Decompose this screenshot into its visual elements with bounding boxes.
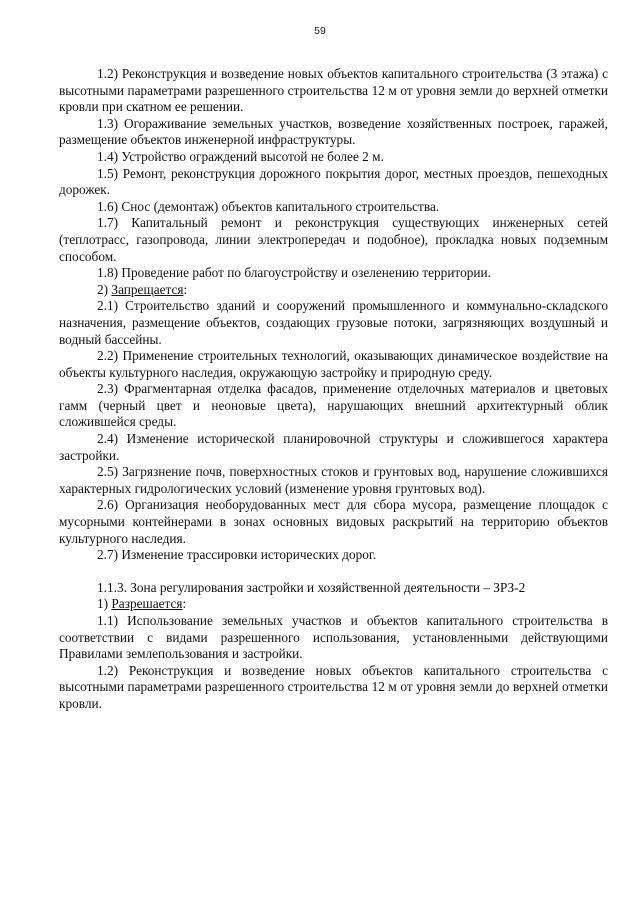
forbidden-heading-suffix: : (183, 281, 188, 297)
paragraph-2-5: 2.5) Загрязнение почв, поверхностных стоков и грунтовых вод, нарушение сложившихся характерных гидрологических условий (изменение уровня грунтовых вод). (59, 464, 608, 496)
document-body (59, 66, 608, 713)
zone-heading: 1.1.3. Зона регулирования застройки и хозяйственной деятельности – ЗРЗ-2 (97, 579, 526, 595)
paragraph-2-3: 2.3) Фрагментарная отделка фасадов, применение отделочных материалов и цветовых гамм (черный цвет и неоновые цвета), нарушающих внешний архитектурный облик сложившейся среды. (59, 381, 608, 430)
page-number: 59 (314, 25, 326, 37)
paragraph-1-2: 1.2) Реконструкция и возведение новых объектов капитального строительства (3 этажа) с высотными параметрами разрешенного строительства 12 м от уровня земли до верхней отметки кровли при скатном ее решении. (59, 66, 608, 115)
allowed-heading-suffix: : (182, 596, 187, 612)
forbidden-heading-number: 2) (97, 281, 109, 297)
allowed-heading-number: 1) (97, 596, 109, 612)
paragraph-2-4: 2.4) Изменение исторической планировочной структуры и сложившегося характера застройки. (59, 431, 608, 463)
section-spacer (59, 564, 608, 580)
allowed-paragraph-1-2: 1.2) Реконструкция и возведение новых объектов капитального строительства с высотными параметрами разрешенного строительства 12 м от уровня земли до верхней отметки кровли. (59, 662, 608, 711)
paragraph-2-6: 2.6) Организация необорудованных мест для сбора мусора, размещение площадок с мусорными контейнерами в зонах основных видовых раскрытий на территорию объектов культурного наследия. (59, 497, 608, 546)
paragraph-1-6: 1.6) Снос (демонтаж) объектов капитального строительства. (97, 198, 440, 214)
paragraph-1-7: 1.7) Капитальный ремонт и реконструкция существующих инженерных сетей (теплотрасс, газопровода, линии электропередач и подобное), прокладка новых подземным способом. (59, 215, 608, 264)
paragraph-2-1: 2.1) Строительство зданий и сооружений промышленного и коммунально-складского назначения, размещение объектов, создающих грузовые потоки, загрязняющих воздушный и водный бассейны. (59, 298, 608, 347)
paragraph-1-4: 1.4) Устройство ограждений высотой не более 2 м. (97, 148, 384, 164)
paragraph-2-7: 2.7) Изменение трассировки исторических дорог. (97, 547, 377, 563)
paragraph-1-3: 1.3) Огораживание земельных участков, возведение хозяйственных построек, гаражей, размещение объектов инженерной инфраструктуры. (59, 115, 608, 148)
forbidden-heading (59, 282, 608, 299)
allowed-paragraph-1-1: 1.1) Использование земельных участков и объектов капитального строительства в соответствии с видами разрешенного использования, установленными действующими Правилами землепользования и застройки. (59, 613, 608, 662)
forbidden-heading-label: Запрещается (111, 281, 184, 297)
paragraph-1-8: 1.8) Проведение работ по благоустройству и озеленению территории. (97, 265, 491, 281)
paragraph-1-5: 1.5) Ремонт, реконструкция дорожного покрытия дорог, местных проездов, пешеходных дорожек. (59, 165, 608, 198)
paragraph-2-2: 2.2) Применение строительных технологий, оказывающих динамическое воздействие на объекты культурного наследия, окружающую застройку и природную среду. (59, 348, 608, 380)
allowed-heading (59, 596, 608, 613)
allowed-heading-label: Разрешается (111, 596, 183, 612)
